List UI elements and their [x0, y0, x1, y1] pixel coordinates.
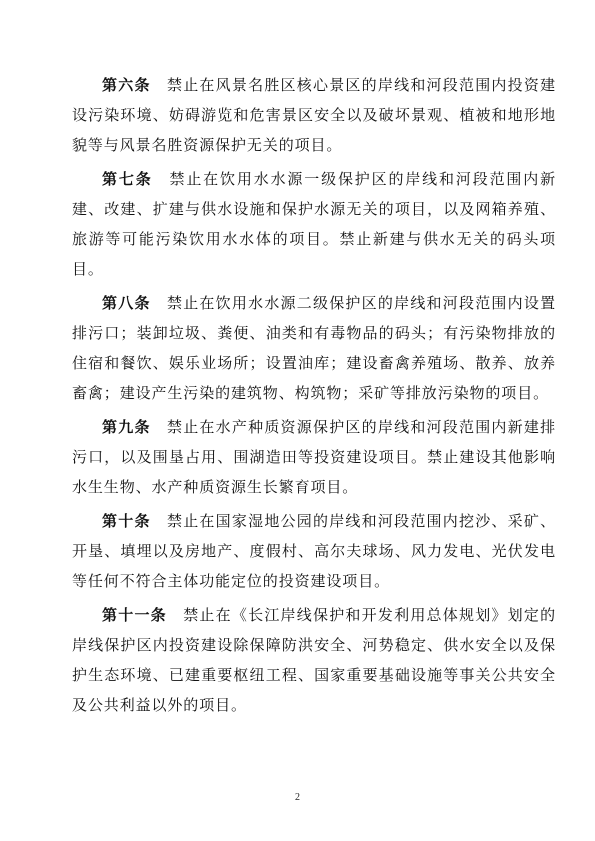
article-number: 第十一条 — [102, 606, 167, 624]
article-number: 第十条 — [102, 512, 151, 530]
article-number: 第九条 — [102, 418, 151, 436]
article-8 — [72, 288, 556, 408]
article-number: 第七条 — [102, 170, 153, 188]
article-7 — [72, 164, 556, 284]
article-text: 禁止在《长江岸线保护和开发利用总体规划》划定的岸线保护区内投资建设除保障防洪安全、河势稳定、供水安全以及保护生态环境、已建重要枢纽工程、国家重要基础设施等事关公共安全及公共利益以外的项目。 — [72, 606, 556, 714]
article-text: 禁止在饮用水水源一级保护区的岸线和河段范围内新建、改建、扩建与供水设施和保护水源无关的项目，以及网箱养殖、旅游等可能污染饮用水水体的项目。禁止新建与供水无关的码头项目。 — [72, 170, 557, 278]
article-10 — [72, 506, 556, 596]
article-11 — [72, 600, 556, 720]
article-number: 第八条 — [102, 294, 151, 312]
article-number: 第六条 — [102, 76, 151, 94]
article-9 — [72, 412, 556, 502]
page-number: 2 — [295, 792, 300, 803]
document-body — [72, 70, 556, 724]
article-6 — [72, 70, 556, 160]
article-text: 禁止在国家湿地公园的岸线和河段范围内挖沙、采矿、开垦、填埋以及房地产、度假村、高尔夫球场、风力发电、光伏发电等任何不符合主体功能定位的投资建设项目。 — [72, 512, 556, 590]
article-text: 禁止在饮用水水源二级保护区的岸线和河段范围内设置排污口；装卸垃圾、粪便、油类和有毒物品的码头；有污染物排放的住宿和餐饮、娱乐业场所；设置油库；建设畜禽养殖场、散养、放养畜禽；建设产生污染的建筑物、构筑物；采矿等排放污染物的项目。 — [72, 294, 556, 402]
article-text: 禁止在水产种质资源保护区的岸线和河段范围内新建排污口，以及围垦占用、围湖造田等投资建设项目。禁止建设其他影响水生生物、水产种质资源生长繁育项目。 — [72, 418, 556, 496]
article-text: 禁止在风景名胜区核心景区的岸线和河段范围内投资建设污染环境、妨碍游览和危害景区安全以及破坏景观、植被和地形地貌等与风景名胜资源保护无关的项目。 — [72, 76, 556, 154]
